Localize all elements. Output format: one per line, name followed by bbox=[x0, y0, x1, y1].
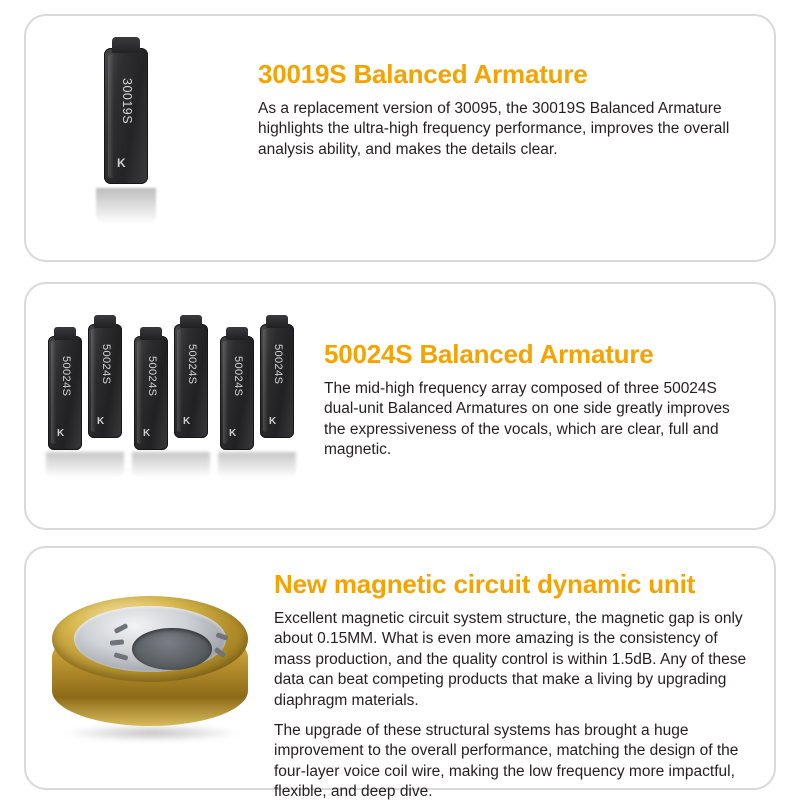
armature-30019s-illustration bbox=[26, 16, 258, 260]
card-title: New magnetic circuit dynamic unit bbox=[274, 569, 696, 599]
armature-unit-label: 50024S bbox=[146, 356, 158, 397]
card-inner bbox=[26, 548, 774, 800]
feature-card-dynamic-unit bbox=[24, 546, 776, 800]
card-text-column bbox=[274, 548, 774, 800]
card-text-column bbox=[324, 284, 774, 528]
card-paragraph: As a replacement version of 30095, the 30019S Balanced Armature highlights the ultra-high frequency performance, improves the overall analysis ability, and makes the details clear. bbox=[258, 99, 730, 158]
brand-mark-icon: K bbox=[97, 416, 105, 427]
armature-unit-label: 50024S bbox=[232, 356, 244, 397]
armature-unit-label: 50024S bbox=[100, 344, 112, 385]
dynamic-driver-unit bbox=[52, 596, 248, 736]
driver-magnet-plate bbox=[74, 606, 226, 672]
balanced-armature-unit bbox=[260, 324, 294, 438]
driver-vent bbox=[216, 632, 229, 640]
feature-card-30019s bbox=[24, 14, 776, 262]
armature-pair bbox=[220, 336, 294, 464]
driver-vent bbox=[110, 639, 124, 645]
brand-mark-icon: K bbox=[183, 416, 191, 427]
balanced-armature-unit bbox=[104, 48, 148, 184]
card-paragraph: The upgrade of these structural systems has brought a huge improvement to the overall performance, matching the design of the four-layer voice coil wire, making the low frequency more impactful, flexible, and deep dive. bbox=[274, 721, 739, 800]
feature-card-50024s bbox=[24, 282, 776, 530]
card-inner bbox=[26, 284, 774, 528]
card-body bbox=[258, 99, 748, 161]
brand-mark-icon: K bbox=[229, 428, 237, 439]
card-inner bbox=[26, 16, 774, 260]
balanced-armature-unit bbox=[134, 336, 168, 450]
armature-pair bbox=[134, 336, 208, 464]
brand-mark-icon: K bbox=[143, 428, 151, 439]
card-body bbox=[274, 609, 748, 800]
armature-50024s-illustration bbox=[26, 284, 324, 528]
brand-mark-icon: K bbox=[117, 156, 126, 170]
card-paragraph: Excellent magnetic circuit system structure, the magnetic gap is only about 0.15MM. What is even more amazing is the consistency of mass production, and the quality control is within 1.5dB. Any of these data can beat competing products that make a living by upgrading diaphragm materials. bbox=[274, 609, 747, 710]
card-title: 30019S Balanced Armature bbox=[258, 59, 588, 89]
armature-pair bbox=[48, 336, 122, 464]
driver-vent bbox=[114, 652, 129, 661]
armature-reflection bbox=[96, 188, 156, 224]
card-body bbox=[324, 379, 748, 461]
card-text-column bbox=[258, 16, 774, 260]
armature-unit-label: 50024S bbox=[186, 344, 198, 385]
dynamic-driver-illustration bbox=[26, 548, 274, 788]
driver-top-face bbox=[52, 596, 248, 682]
armature-unit-label: 50024S bbox=[60, 356, 72, 397]
balanced-armature-unit bbox=[88, 324, 122, 438]
balanced-armature-unit bbox=[174, 324, 208, 438]
card-paragraph: The mid-high frequency array composed of three 50024S dual-unit Balanced Armatures on one side greatly improves the expressiveness of the vocals, which are clear, full and magnetic. bbox=[324, 379, 730, 459]
armature-unit-label: 50024S bbox=[272, 344, 284, 385]
brand-mark-icon: K bbox=[57, 428, 65, 439]
brand-mark-icon: K bbox=[269, 416, 277, 427]
driver-vent bbox=[114, 623, 129, 634]
driver-vent bbox=[214, 647, 227, 658]
balanced-armature-unit bbox=[220, 336, 254, 450]
balanced-armature-unit bbox=[48, 336, 82, 450]
driver-center-bore bbox=[132, 628, 212, 670]
card-title: 50024S Balanced Armature bbox=[324, 339, 654, 369]
armature-unit-label: 30019S bbox=[120, 78, 134, 125]
